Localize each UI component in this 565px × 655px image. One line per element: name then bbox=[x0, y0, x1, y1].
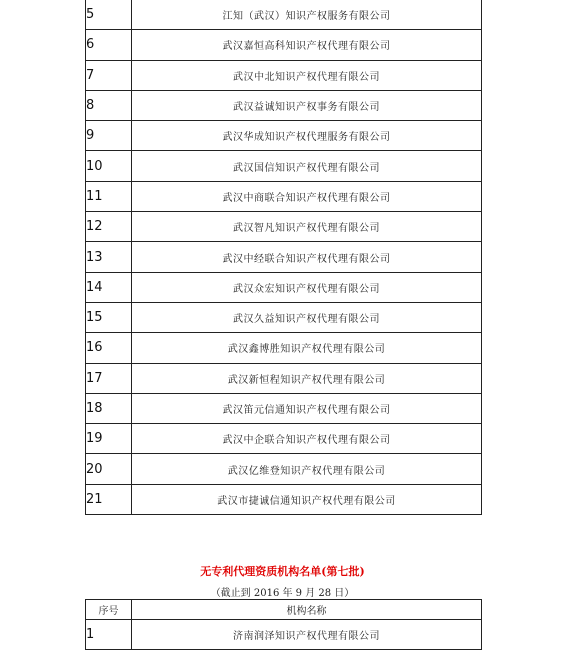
table-row bbox=[86, 302, 482, 332]
agency-table-part-two bbox=[85, 599, 482, 650]
table-row bbox=[86, 333, 482, 363]
row-number: 20 bbox=[86, 454, 132, 484]
agency-name: 武汉中北知识产权代理有限公司 bbox=[132, 60, 482, 90]
agency-name: 武汉久益知识产权代理有限公司 bbox=[132, 302, 482, 332]
row-number: 13 bbox=[86, 242, 132, 272]
table-row bbox=[86, 393, 482, 423]
table-row bbox=[86, 620, 482, 650]
agency-name: 武汉中经联合知识产权代理有限公司 bbox=[132, 242, 482, 272]
agency-name: 武汉众宏知识产权代理有限公司 bbox=[132, 272, 482, 302]
row-number: 17 bbox=[86, 363, 132, 393]
agency-name: 武汉市捷诚信通知识产权代理有限公司 bbox=[132, 484, 482, 514]
table-row bbox=[86, 272, 482, 302]
row-number: 10 bbox=[86, 151, 132, 181]
table-row bbox=[86, 242, 482, 272]
table-row bbox=[86, 424, 482, 454]
table-row bbox=[86, 90, 482, 120]
agency-name: 武汉智凡知识产权代理有限公司 bbox=[132, 212, 482, 242]
table-row bbox=[86, 363, 482, 393]
row-number: 1 bbox=[86, 620, 132, 650]
agency-table-part-one bbox=[85, 0, 482, 515]
table-row bbox=[86, 30, 482, 60]
section-title: 无专利代理资质机构名单(第七批) bbox=[200, 565, 365, 578]
row-number: 12 bbox=[86, 212, 132, 242]
agency-name: 武汉鑫博胜知识产权代理有限公司 bbox=[132, 333, 482, 363]
agency-name: 武汉新恒程知识产权代理有限公司 bbox=[132, 363, 482, 393]
row-number: 21 bbox=[86, 484, 132, 514]
table-row bbox=[86, 0, 482, 30]
table-header-row bbox=[86, 600, 482, 620]
agency-name: 武汉益诚知识产权事务有限公司 bbox=[132, 90, 482, 120]
agency-name: 武汉中商联合知识产权代理有限公司 bbox=[132, 181, 482, 211]
table-row bbox=[86, 181, 482, 211]
agency-name: 武汉国信知识产权代理有限公司 bbox=[132, 151, 482, 181]
row-number: 19 bbox=[86, 424, 132, 454]
agency-name: 武汉嘉恒高科知识产权代理有限公司 bbox=[132, 30, 482, 60]
agency-name: 武汉亿维登知识产权代理有限公司 bbox=[132, 454, 482, 484]
agency-name: 武汉华成知识产权代理服务有限公司 bbox=[132, 121, 482, 151]
row-number: 8 bbox=[86, 90, 132, 120]
row-number: 11 bbox=[86, 181, 132, 211]
agency-name: 江知（武汉）知识产权服务有限公司 bbox=[132, 0, 482, 30]
table-row bbox=[86, 121, 482, 151]
table-row bbox=[86, 151, 482, 181]
header-agency-name: 机构名称 bbox=[132, 600, 482, 620]
agency-table-body bbox=[86, 0, 482, 515]
row-number: 18 bbox=[86, 393, 132, 423]
row-number: 16 bbox=[86, 333, 132, 363]
row-number: 14 bbox=[86, 272, 132, 302]
row-number: 5 bbox=[86, 0, 132, 30]
agency-name: 武汉笛元信通知识产权代理有限公司 bbox=[132, 393, 482, 423]
agency-name: 济南润泽知识产权代理有限公司 bbox=[132, 620, 482, 650]
table-row bbox=[86, 212, 482, 242]
row-number: 6 bbox=[86, 30, 132, 60]
table-row bbox=[86, 60, 482, 90]
row-number: 7 bbox=[86, 60, 132, 90]
row-number: 15 bbox=[86, 302, 132, 332]
table-row bbox=[86, 454, 482, 484]
section-subtitle: （截止到 2016 年 9 月 28 日） bbox=[210, 588, 355, 599]
agency-name: 武汉中企联合知识产权代理有限公司 bbox=[132, 424, 482, 454]
table-row bbox=[86, 484, 482, 514]
row-number: 9 bbox=[86, 121, 132, 151]
header-serial-number: 序号 bbox=[86, 600, 132, 620]
